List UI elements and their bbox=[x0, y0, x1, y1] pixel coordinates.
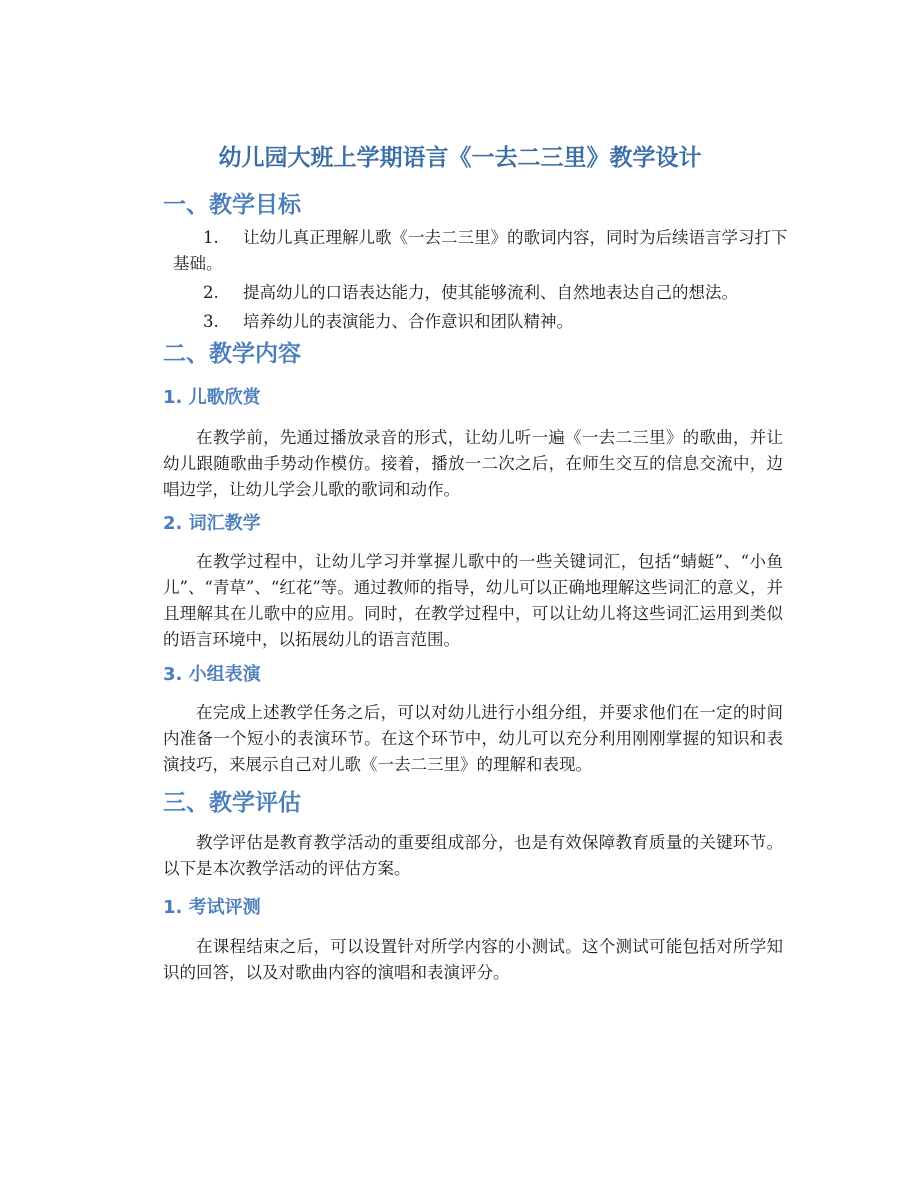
list-item-number: 1. bbox=[203, 228, 219, 247]
document-title: 幼儿园大班上学期语言《一去二三里》教学设计 bbox=[218, 145, 702, 171]
section-heading-objectives: 一、教学目标 bbox=[163, 192, 301, 218]
paragraph-vocabulary: 在教学过程中，让幼儿学习并掌握儿歌中的一些关键词汇，包括“蜻蜓”、“小鱼儿”、“青草”、“红花”等。通过教师的指导，幼儿可以正确地理解这些词汇的意义，并且理解其在儿歌中的应用。同时，在教学过程中，可以让幼儿将这些词汇运用到类似的语言环境中，以拓展幼儿的语言范围。 bbox=[163, 552, 783, 649]
subsection-heading-test: 1. 考试评测 bbox=[163, 897, 261, 918]
list-item-text: 培养幼儿的表演能力、合作意识和团队精神。 bbox=[243, 312, 573, 331]
paragraph-test: 在课程结束之后，可以设置针对所学内容的小测试。这个测试可能包括对所学知识的回答，以及对歌曲内容的演唱和表演评分。 bbox=[163, 937, 783, 982]
subsection-heading-group-performance: 3. 小组表演 bbox=[163, 664, 261, 685]
objectives-list bbox=[163, 225, 788, 338]
list-item-number: 3. bbox=[203, 312, 219, 331]
paragraph-evaluation-intro: 教学评估是教育教学活动的重要组成部分，也是有效保障教育质量的关键环节。以下是本次教学活动的评估方案。 bbox=[163, 833, 783, 878]
list-item-text: 提高幼儿的口语表达能力，使其能够流利、自然地表达自己的想法。 bbox=[243, 283, 738, 302]
list-item bbox=[163, 225, 788, 277]
paragraph-song-appreciation: 在教学前，先通过播放录音的形式，让幼儿听一遍《一去二三里》的歌曲，并让幼儿跟随歌曲手势动作模仿。接着，播放一二次之后，在师生交互的信息交流中，边唱边学，让幼儿学会儿歌的歌词和动作。 bbox=[163, 428, 783, 499]
list-item-text: 让幼儿真正理解儿歌《一去二三里》的歌词内容，同时为后续语言学习打下基础。 bbox=[173, 228, 788, 273]
subsection-heading-vocabulary: 2. 词汇教学 bbox=[163, 513, 261, 534]
section-heading-evaluation: 三、教学评估 bbox=[163, 790, 301, 816]
list-item-number: 2. bbox=[203, 283, 219, 302]
list-item bbox=[163, 309, 788, 335]
subsection-heading-song-appreciation: 1. 儿歌欣赏 bbox=[163, 387, 261, 408]
paragraph-group-performance: 在完成上述教学任务之后，可以对幼儿进行小组分组，并要求他们在一定的时间内准备一个短小的表演环节。在这个环节中，幼儿可以充分利用刚刚掌握的知识和表演技巧，来展示自己对儿歌《一去二三里》的理解和表现。 bbox=[163, 703, 783, 774]
section-heading-content: 二、教学内容 bbox=[163, 341, 301, 367]
list-item bbox=[163, 280, 788, 306]
